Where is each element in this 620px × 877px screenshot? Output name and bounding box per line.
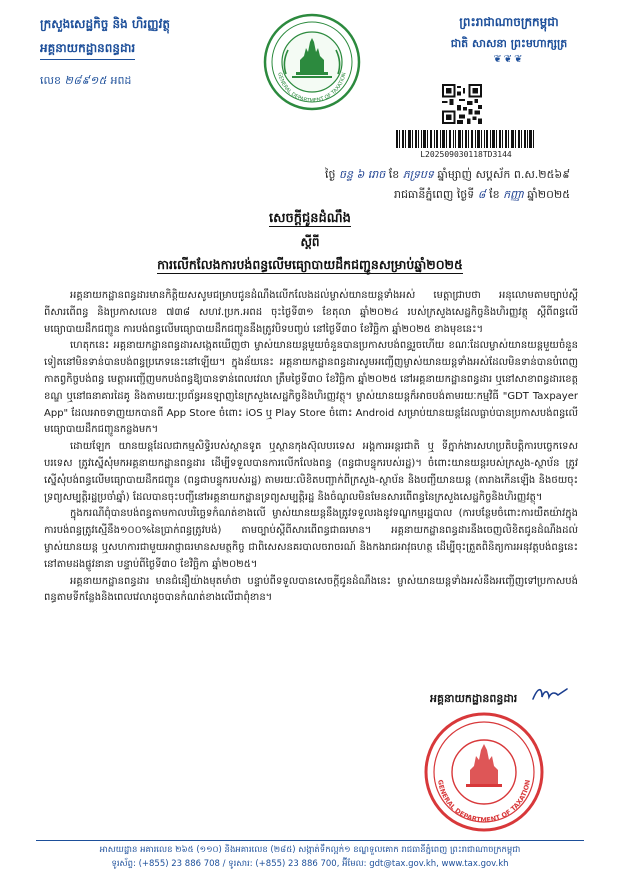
paragraph-4: ក្នុងករណីពុំបានបង់ពន្ធតាមកាលបរិច្ឆេទកំណត់ខាងលើ ម្ចាស់យានយន្តនឹងត្រូវទទួលរងនូវទណ្ឌកម្មរដ្ឋបាល (ការបន្ថែមចំពោះការយឺតយ៉ាវក្នុងការបង់ពន្ធត្រូវស្មើនឹង១០០%នៃប្រាក់ពន្ធត្រូវបង់) តាមច្បាប់ស្តីពីសារពើពន្ធជាធរមាន។ អគ្គនាយកដ្ឋានពន្ធដារនឹងចេញលិខិតជូនដំណឹងដល់ម្ចាស់យានយន្ត ឬសហការជាមួយអាជ្ញាធរមានសមត្ថកិច្ច ជាពិសេសនគរបាលចរាចរណ៍ និងកងរាជអាវុធហត្ថ ដើម្បីចុះត្រួតពិនិត្យការអនុវត្តបង់ពន្ធនេះនៅតាមដងផ្លូវនានា បន្ទាប់ពីថ្ងៃទី៣០ ខែវិច្ឆិកា ឆ្នាំ២០២៥។ (44, 508, 578, 570)
barcode-icon (396, 130, 534, 148)
barcode-number: L202509030118TD3144 (420, 150, 512, 159)
official-seal-icon (422, 710, 546, 834)
subject-title: ការលើកលែងការបង់ពន្ធលើមធ្យោបាយដឹកជញ្ជូនសម្រាប់ឆ្នាំ២០២៥ (157, 257, 463, 272)
footer-divider (36, 840, 584, 841)
reference-number: លេខ ២៨៩១៥ អពដ (40, 74, 132, 87)
notice-title: សេចក្តីជូនដំណឹង (269, 211, 351, 226)
footer (36, 843, 584, 871)
department-name: អគ្គនាយកដ្ឋានពន្ធដារ (40, 40, 240, 60)
header-right (424, 14, 594, 65)
about-label: ស្តីពី (300, 235, 320, 249)
header-left (40, 16, 240, 90)
gdt-logo-icon (262, 12, 362, 112)
solar-date: រាជធានីភ្នំពេញ ថ្ងៃទី ៨ ខែ កញ្ញា ឆ្នាំ២០២៥ (393, 188, 570, 201)
paragraph-5: អគ្គនាយកដ្ឋានពន្ធដារ មានជំនឿយ៉ាងមុតមាំថា បន្ទាប់ពីទទួលបានសេចក្តីជូនដំណឹងនេះ ម្ចាស់យានយន្តទាំងអស់នឹងអញ្ជើញទៅប្រកាសបង់ពន្ធតាមទីកន្លែងនិងពេលវេលាដូចបានកំណត់ខាងលើជាពុំខាន។ (44, 575, 578, 604)
ministry-name: ក្រសួងសេដ្ឋកិច្ច និង ហិរញ្ញវត្ថុ (40, 17, 170, 31)
paragraph-2: ហេតុកនេះ អគ្គនាយកដ្ឋានពន្ធដារសង្កេតឃើញថា ម្ចាស់យានយន្តមួយចំនួនបានប្រកាសបង់ពន្ធរួចហើយ ខណៈដែលម្ចាស់យានយន្តមួយចំនួនទៀតនៅមិនទាន់បានបង់ពន្ធប្រភេទនេះនៅឡើយ។ ក្នុងន័យនេះ អគ្គនាយកដ្ឋានពន្ធដារសូមអញ្ជើញម្ចាស់យានយន្តទាំងអស់ដែលមិនទាន់បានបំពេញកាតព្វកិច្ចបង់ពន្ធ មេត្តាអញ្ជើញមកបង់ពន្ធឱ្យបានទាន់ពេលវេលា ត្រឹមថ្ងៃទី៣០ ខែវិច្ឆិកា ឆ្នាំ២០២៥ នៅអគ្គនាយកដ្ឋានពន្ធដារ ឬនៅសាខាពន្ធដារខេត្ត ខណ្ឌ ឬនៅធនាគារដៃគូ និងតាមរយៈប្រព័ន្ធអនឡាញនៃក្រសួងសេដ្ឋកិច្ចនិងហិរញ្ញវត្ថុ។ ម្ចាស់យានយន្តក៏អាចបង់តាមរយៈកម្មវិធី "GDT Taxpayer App" ដែលអាចទាញយកបានពី App Store ចំពោះ iOS ឬ Play Store ចំពោះ Android សម្រាប់យានយន្តដែលធ្លាប់បានប្រកាសបង់ពន្ធលើមធ្យោបាយដឹកជញ្ជូនកន្លងមក។ (44, 340, 578, 436)
paragraph-3: ដោយឡែក យានយន្តដែលជាកម្មសិទ្ធិរបស់ស្ថានទូត ឬស្ថានកុងស៊ុលបរទេស អង្គការអន្តរជាតិ ឬ ទីភ្នាក់ងារសហប្រតិបត្តិការបច្ចេកទេសបរទេស ត្រូវស្នើសុំមកអគ្គនាយកដ្ឋានពន្ធដារ ដើម្បីទទួលបានការលើកលែងពន្ធ (ពន្ធជាបន្ទុករបស់រដ្ឋ)។ ចំពោះយានយន្តរបស់ក្រសួង-ស្ថាប័ន ត្រូវស្នើសុំបង់ពន្ធលើមធ្យោបាយដឹកជញ្ជូន (ពន្ធជាបន្ទុករបស់រដ្ឋ) តាមរយៈលិខិតបញ្ជាក់ពីក្រសួង-ស្ថាប័ន និងបញ្ជីយានយន្ត (តារាងកើនឡើង និងថយចុះទ្រព្យសម្បត្តិរដ្ឋប្រចាំឆ្នាំ) ដែលបានចុះបញ្ជីនៅអគ្គនាយកដ្ឋានទ្រព្យសម្បត្តិរដ្ឋ និងចំណូលមិនមែនសារពើពន្ធនៃក្រសួងសេដ្ឋកិច្ចនិងហិរញ្ញវត្ថុ។ (44, 441, 578, 503)
ornament: ❦❦❦ (493, 54, 525, 65)
seal-caption: GENERAL DEPARTMENT OF TAXATION (436, 779, 532, 825)
signature-scribble-icon (530, 683, 570, 705)
lunar-date: ថ្ងៃ ចន្ទ ៦ រោច ខែ ភទ្របទ ឆ្នាំម្សាញ់ សប្តស័ក ព.ស.២៥៦៩ (325, 168, 570, 181)
document-title-block (0, 210, 620, 276)
signatory-title: អគ្គនាយកដ្ឋានពន្ធដារ (430, 692, 518, 705)
footer-address: អាសយដ្ឋាន អគារលេខ ២៦៥ (១១០) និងអគារលេខ (២៨៥) សង្កាត់ទឹកល្អក់១ ខណ្ឌទួលគោក រាជធានីភ្នំពេញ ព្រះរាជាណាចក្រកម្ពុជា (99, 845, 521, 855)
document-body (44, 288, 578, 607)
paragraph-1: អគ្គនាយកដ្ឋានពន្ធដារមានកិត្តិយសសូមជម្រាបជូនដំណឹងលើកលែងដល់ម្ចាស់យានយន្តទាំងអស់ មេត្តាជ្រាបថា អនុលោមតាមច្បាប់ស្តីពីសារពើពន្ធ និងប្រកាសលេខ ៧៣៨ សហវ.ប្រក.អពដ ចុះថ្ងៃទី៣១ ខែតុលា ឆ្នាំ២០២៤ របស់ក្រសួងសេដ្ឋកិច្ចនិងហិរញ្ញវត្ថុ ស្តីពីពន្ធលើមធ្យោបាយដឹកជញ្ជូន ការបង់ពន្ធលើមធ្យោបាយដឹកជញ្ជូននឹងត្រូវបិទបញ្ចប់ នៅថ្ងៃទី៣០ ខែវិច្ឆិកា ឆ្នាំ២០២៥ ខាងមុខនេះ។ (44, 290, 578, 335)
national-motto: ជាតិ សាសនា ព្រះមហាក្សត្រ (450, 37, 568, 50)
kingdom-name: ព្រះរាជាណាចក្រកម្ពុជា (459, 15, 559, 29)
qr-code-icon (442, 84, 482, 124)
logo-caption: GENERAL DEPARTMENT OF TAXATION (276, 72, 348, 105)
footer-contact: ទូរស័ព្ទ: (+855) 23 886 708 / ទូរសារ: (+855) 23 886 700, អ៊ីមែល: gdt@tax.gov.kh, www.tax.gov.kh (111, 859, 509, 869)
